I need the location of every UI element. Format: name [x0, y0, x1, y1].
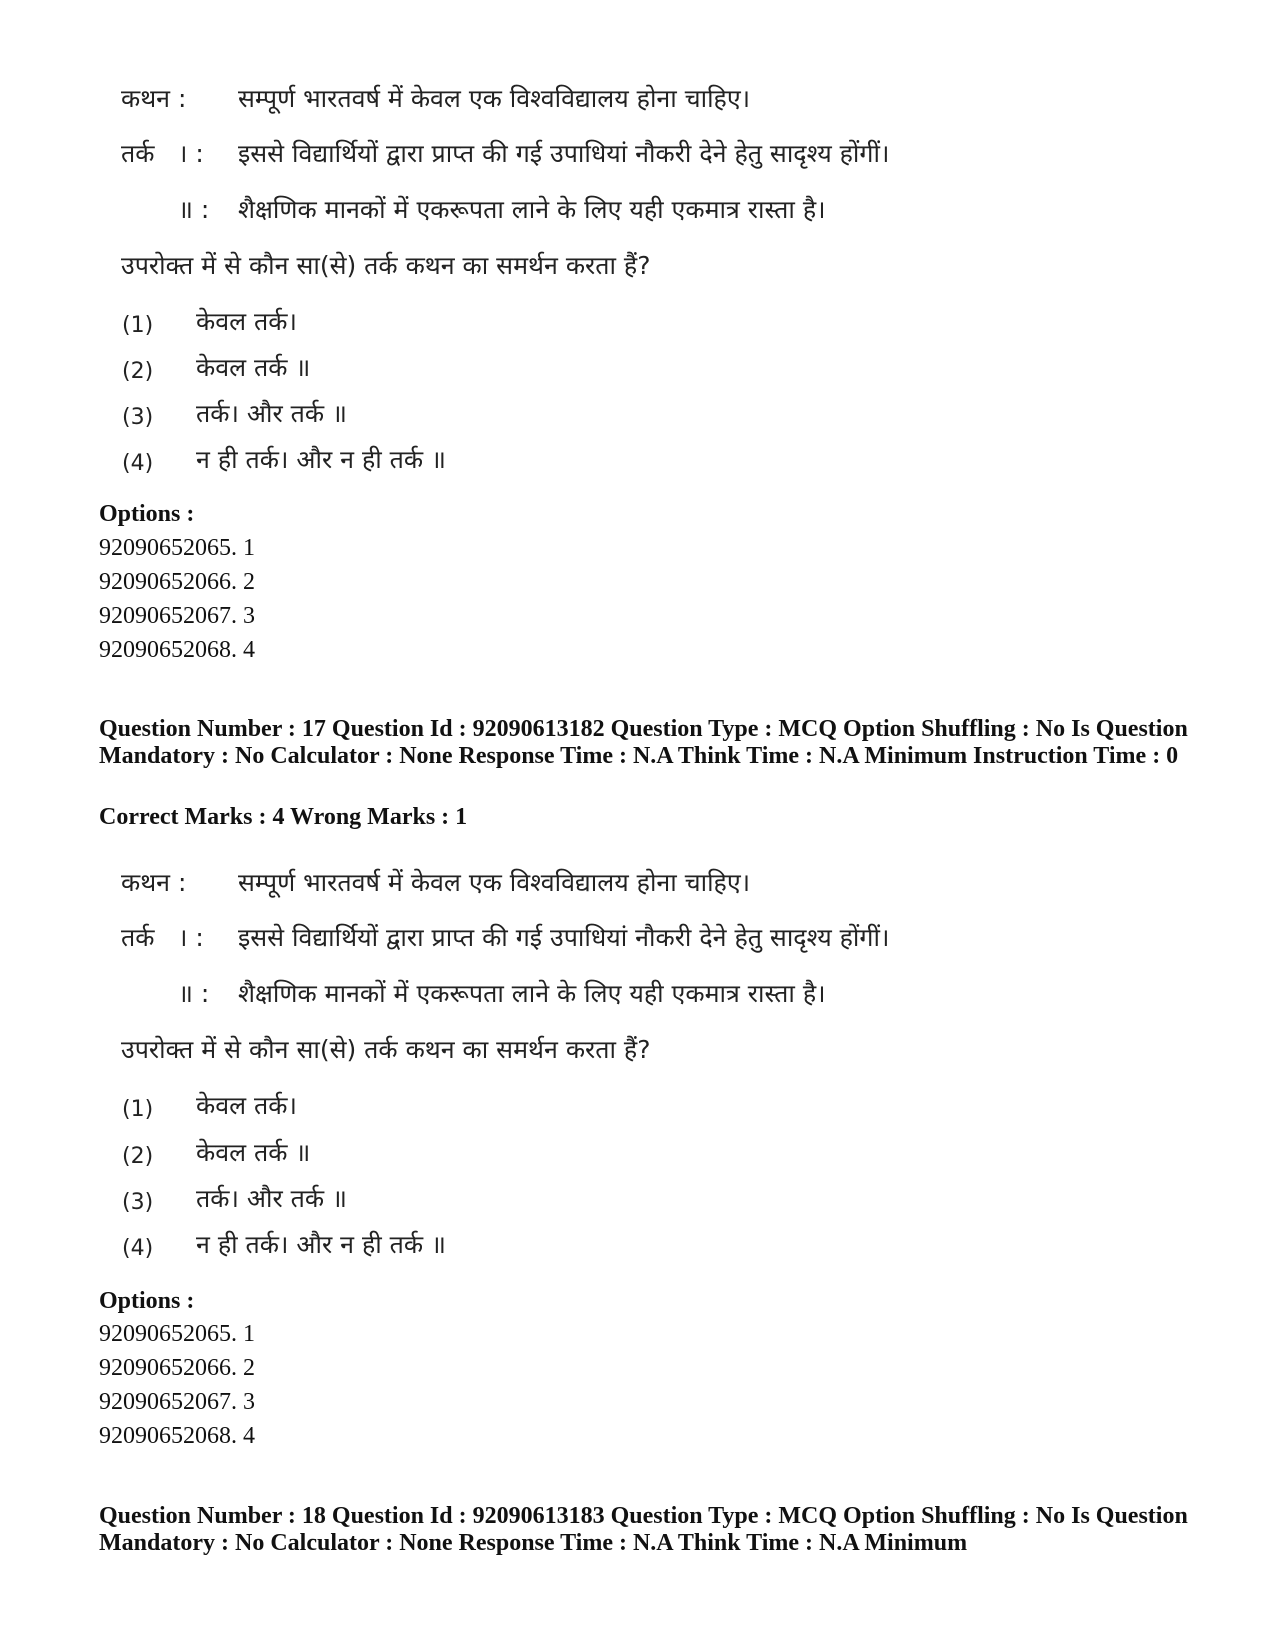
choice-text: केवल तर्क ॥	[196, 353, 311, 382]
argument-label: तर्क	[121, 923, 155, 952]
argument-2-text: शैक्षणिक मानकों में एकरूपता लाने के लिए यही एकमात्र रास्ता है।	[238, 195, 826, 224]
option-line: 92090652066. 2	[99, 1355, 255, 1381]
argument-1-mark: । :	[178, 139, 204, 168]
option-line: 92090652068. 4	[99, 637, 255, 663]
argument-2-mark: ॥ :	[178, 979, 210, 1008]
argument-2-text: शैक्षणिक मानकों में एकरूपता लाने के लिए यही एकमात्र रास्ता है।	[238, 979, 826, 1008]
option-line: 92090652067. 3	[99, 1389, 255, 1415]
statement-label: कथन :	[121, 868, 187, 897]
choice-text: न ही तर्क। और न ही तर्क ॥	[196, 1230, 447, 1259]
option-line: 92090652067. 3	[99, 603, 255, 629]
choice-number: (1)	[122, 1097, 154, 1122]
argument-label: तर्क	[121, 139, 155, 168]
argument-2-mark: ॥ :	[178, 195, 210, 224]
choice-number: (4)	[122, 1236, 154, 1261]
choice-text: केवल तर्क ॥	[196, 1138, 311, 1167]
options-heading: Options :	[99, 501, 195, 527]
question-text: उपरोक्त में से कौन सा(से) तर्क कथन का समर्थन करता हैं?	[121, 1035, 651, 1064]
choice-number: (3)	[122, 1190, 154, 1215]
question-18-meta: Question Number : 18 Question Id : 92090613183 Question Type : MCQ Option Shuffling : No Is Question Mandatory : No Calculator : None Response Time : N.A Think Time : N.A Minimum	[99, 1503, 1188, 1556]
option-line: 92090652065. 1	[99, 535, 255, 561]
choice-number: (2)	[122, 1144, 154, 1169]
question-17-marks: Correct Marks : 4 Wrong Marks : 1	[99, 804, 468, 830]
option-line: 92090652066. 2	[99, 569, 255, 595]
argument-1-mark: । :	[178, 923, 204, 952]
choice-number: (2)	[122, 359, 154, 384]
argument-1-text: इससे विद्यार्थियों द्वारा प्राप्त की गई उपाधियां नौकरी देने हेतु सादृश्य होंगीं।	[238, 923, 890, 952]
statement-text: सम्पूर्ण भारतवर्ष में केवल एक विश्वविद्यालय होना चाहिए।	[238, 868, 751, 897]
choice-number: (1)	[122, 313, 154, 338]
choice-text: केवल तर्क।	[196, 307, 297, 336]
options-heading: Options :	[99, 1288, 195, 1314]
statement-label: कथन :	[121, 84, 187, 113]
choice-text: तर्क। और तर्क ॥	[196, 399, 347, 428]
question-17-meta: Question Number : 17 Question Id : 92090613182 Question Type : MCQ Option Shuffling : No Is Question Mandatory : No Calculator : None Response Time : N.A Think Time : N.A Minimum Instruction Time : 0	[99, 716, 1188, 769]
choice-number: (3)	[122, 405, 154, 430]
question-text: उपरोक्त में से कौन सा(से) तर्क कथन का समर्थन करता हैं?	[121, 251, 651, 280]
choice-text: तर्क। और तर्क ॥	[196, 1184, 347, 1213]
statement-text: सम्पूर्ण भारतवर्ष में केवल एक विश्वविद्यालय होना चाहिए।	[238, 84, 751, 113]
choice-text: केवल तर्क।	[196, 1091, 297, 1120]
option-line: 92090652068. 4	[99, 1423, 255, 1449]
argument-1-text: इससे विद्यार्थियों द्वारा प्राप्त की गई उपाधियां नौकरी देने हेतु सादृश्य होंगीं।	[238, 139, 890, 168]
choice-number: (4)	[122, 451, 154, 476]
option-line: 92090652065. 1	[99, 1321, 255, 1347]
choice-text: न ही तर्क। और न ही तर्क ॥	[196, 445, 447, 474]
